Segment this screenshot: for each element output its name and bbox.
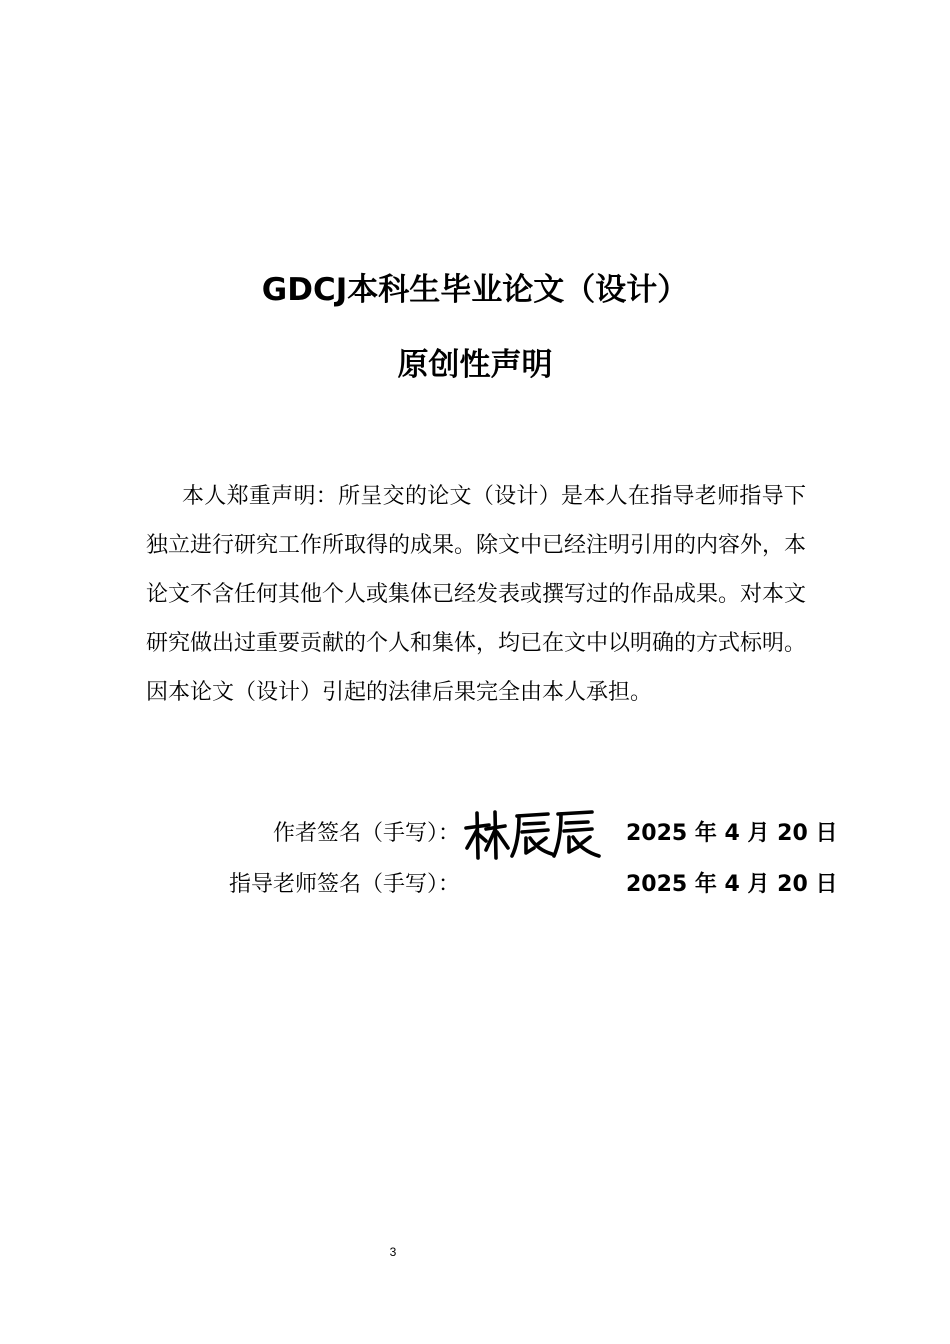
advisor-signature-label: 指导老师签名（手写）： (228, 872, 460, 897)
handwritten-signature-image (462, 808, 602, 864)
page-subtitle: 原创性声明 (397, 347, 553, 383)
advisor-signature-row (0, 865, 950, 905)
author-handwritten-signature (462, 808, 602, 864)
advisor-signature-date: 2025 年 4 月 20 日 (626, 872, 838, 897)
author-signature-date: 2025 年 4 月 20 日 (626, 821, 838, 846)
page-number: 3 (389, 1245, 397, 1259)
declaration-text: 本人郑重声明：所呈交的论文（设计）是本人在指导老师指导下独立进行研究工作所取得的成果。除文中已经注明引用的内容外，本论文不含任何其他个人或集体已经发表或撰写过的作品成果。对本文研究做出过重要贡献的个人和集体，均已在文中以明确的方式标明。因本论文（设计）引起的法律后果完全由本人承担。 (146, 484, 807, 705)
page-title: GDCJ本科生毕业论文（设计） (261, 272, 689, 308)
author-signature-label: 作者签名（手写）： (272, 821, 460, 846)
